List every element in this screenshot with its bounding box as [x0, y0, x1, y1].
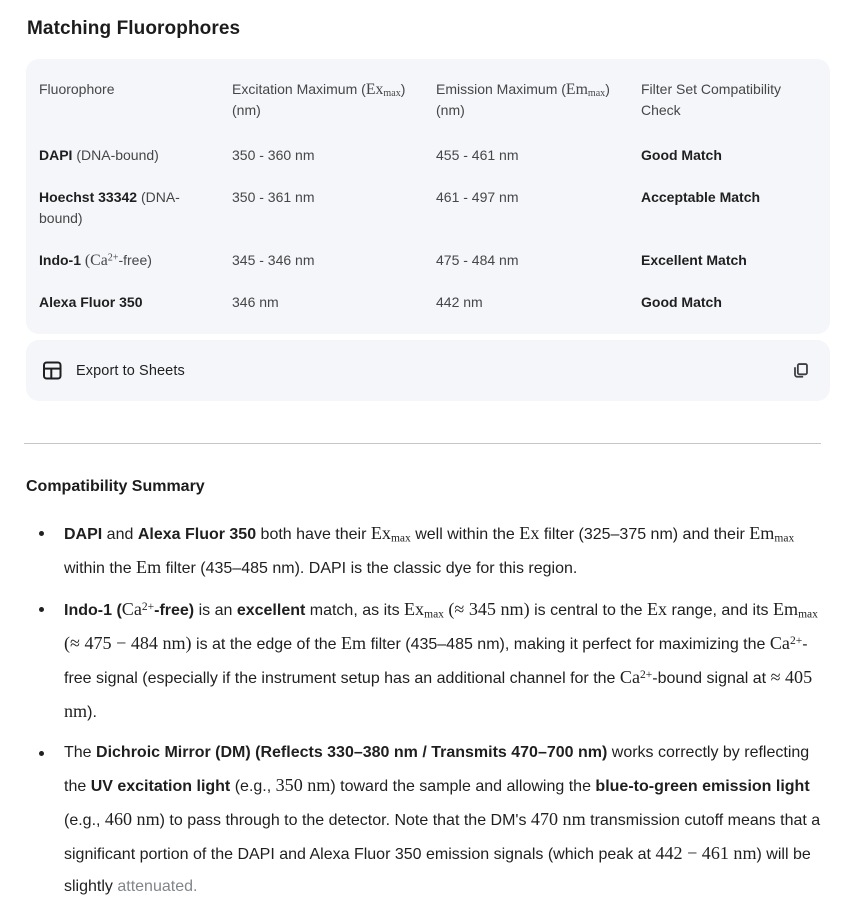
- table-cell-fluorophore: Alexa Fluor 350: [39, 294, 143, 310]
- table-cell-fluorophore: Indo-1 $(Ca^{2+}-free)$: [39, 252, 152, 269]
- table-header-fluorophore: Fluorophore: [39, 81, 115, 97]
- summary-bullet-dichroic-mirror: The Dichroic Mirror (DM) (Reflects 330–380 nm / Transmits 470–700 nm) works correctly by reflecting the UV excitation light (e.g., 350 nm) toward the sample and allowing the blue-to-green emission light (e.g., 460 nm) to pass through to the detector. Note that the DM's 470 nm transmission cutoff means that a significant portion of the DAPI and Alexa Fluor 350 emission signals (which peak at 442 − 461 nm) will be slightly attenuated.: [26, 737, 830, 903]
- summary-bullet-dapi-alexa: DAPI and Alexa Fluor 350 both have their $Ex_{max}$ well within the Ex filter (325–375 nm) and their $Em_{max}$ within the Em filter (435–485 nm). DAPI is the classic dye for this region.: [26, 517, 830, 585]
- table-cell-compatibility: Good Match: [641, 147, 722, 163]
- summary-heading: Compatibility Summary: [26, 478, 205, 495]
- table-grid-icon: [42, 360, 63, 381]
- table-header-emission-maximum: Emission Maximum $(Em_{max})$ (nm): [436, 81, 610, 118]
- table-header-filter-compatibility: Filter Set Compatibility Check: [641, 81, 782, 118]
- copy-table-button[interactable]: [789, 359, 812, 382]
- summary-bullet-indo1: Indo-1 $(Ca^{2+}-free)$ is an excellent match, as its $Ex_{max}$ (≈ 345 nm) is central to the Ex range, and its $Em_{max}$ (≈ 475 − 484 nm) is at the edge of the Em filter (435–485 nm), making it perfect for maximizing the $Ca^{2+}$-free signal (especially if the instrument setup has an additional channel for the $Ca^{2+}$-bound signal at ≈ 405 nm).: [26, 593, 830, 729]
- table-cell-emission: 442 nm: [436, 294, 483, 310]
- table-cell-excitation: 346 nm: [232, 294, 279, 310]
- fluorophore-table-card: [26, 59, 830, 334]
- table-header-excitation-maximum: Excitation Maximum $(Ex_{max})$ (nm): [232, 81, 406, 118]
- table-cell-fluorophore: Hoechst 33342 (DNA-bound): [39, 189, 180, 226]
- table-cell-excitation: 345 - 346 nm: [232, 252, 315, 268]
- table-cell-emission: 461 - 497 nm: [436, 189, 519, 205]
- export-to-sheets-button[interactable]: [42, 360, 185, 381]
- table-cell-compatibility: Acceptable Match: [641, 189, 761, 205]
- section-title: Matching Fluorophores: [27, 18, 241, 39]
- table-cell-excitation: 350 - 361 nm: [232, 189, 315, 205]
- summary-list: [26, 517, 830, 903]
- table-cell-excitation: 350 - 360 nm: [232, 147, 315, 163]
- table-cell-emission: 475 - 484 nm: [436, 252, 519, 268]
- fluorophore-table: [26, 59, 830, 334]
- section-divider: [24, 443, 821, 444]
- table-cell-emission: 455 - 461 nm: [436, 147, 519, 163]
- table-cell-compatibility: Good Match: [641, 294, 722, 310]
- table-footer: [26, 340, 830, 401]
- copy-icon: [791, 361, 810, 380]
- export-to-sheets-label: Export to Sheets: [76, 362, 185, 379]
- table-cell-compatibility: Excellent Match: [641, 252, 747, 268]
- table-cell-fluorophore: DAPI (DNA-bound): [39, 147, 159, 163]
